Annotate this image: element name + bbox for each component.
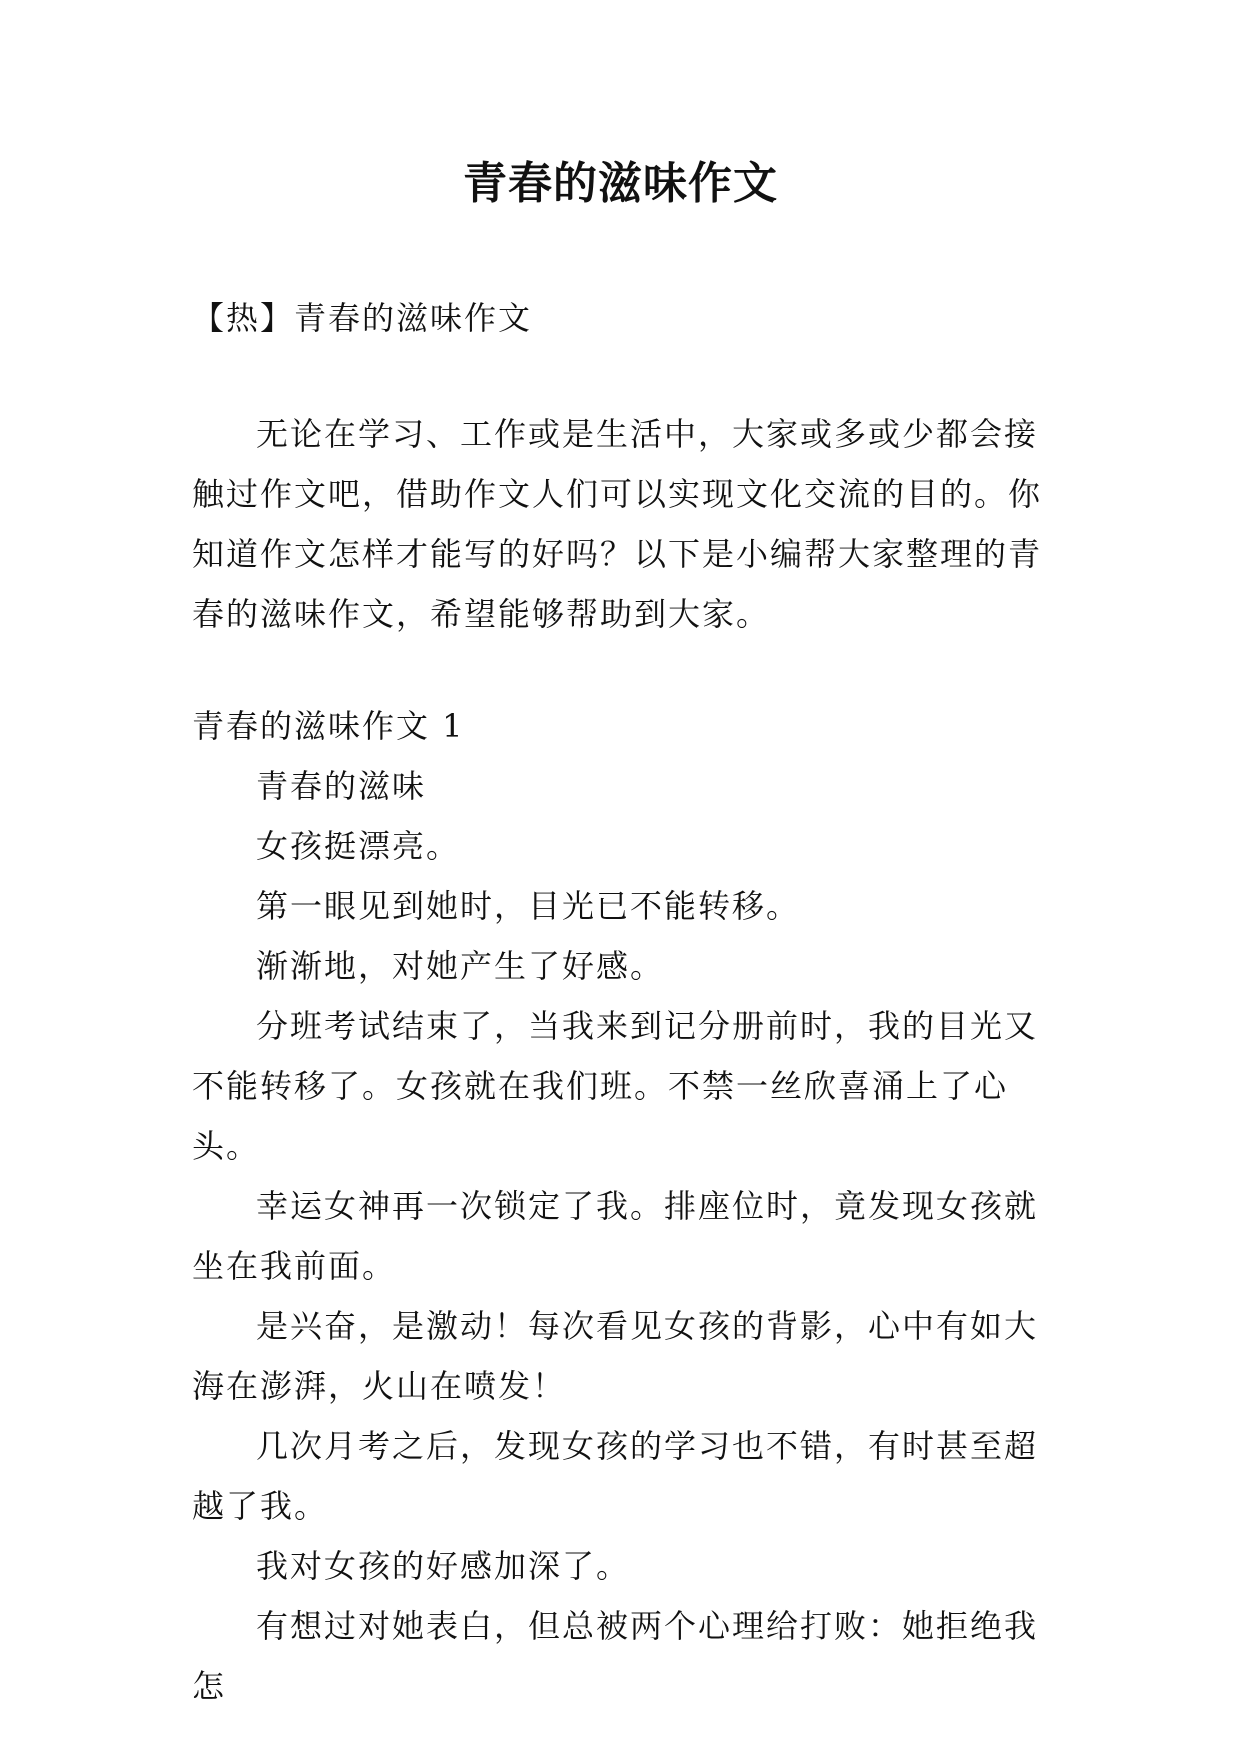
essay-paragraph: 幸运女神再一次锁定了我。排座位时，竟发现女孩就坐在我前面。 xyxy=(192,1187,1039,1285)
essay-paragraph: 几次月考之后，发现女孩的学习也不错，有时甚至超越了我。 xyxy=(192,1427,1039,1525)
essay-paragraph: 第一眼见到她时，目光已不能转移。 xyxy=(256,887,801,925)
essay-paragraph: 是兴奋，是激动！每次看见女孩的背影，心中有如大海在澎湃，火山在喷发！ xyxy=(192,1307,1039,1405)
essay-paragraph: 青春的滋味 xyxy=(256,767,427,805)
essay-paragraph: 渐渐地，对她产生了好感。 xyxy=(256,947,665,985)
essay-heading: 青春的滋味作文 1 xyxy=(192,707,465,745)
intro-section xyxy=(192,404,1060,644)
document-title: 青春的滋味作文 xyxy=(463,158,778,209)
essay-paragraph: 分班考试结束了，当我来到记分册前时，我的目光又不能转移了。女孩就在我们班。不禁一丝欣喜涌上了心头。 xyxy=(192,1007,1039,1165)
essay-paragraph: 有想过对她表白，但总被两个心理给打败：她拒绝我怎 xyxy=(192,1607,1039,1705)
essay-section xyxy=(192,696,1060,1716)
document-subtitle xyxy=(192,288,1060,348)
essay-paragraph: 女孩挺漂亮。 xyxy=(256,827,461,865)
essay-paragraph: 我对女孩的好感加深了。 xyxy=(256,1547,631,1585)
intro-paragraph: 无论在学习、工作或是生活中，大家或多或少都会接触过作文吧，借助作文人们可以实现文化交流的目的。你知道作文怎样才能写的好吗？以下是小编帮大家整理的青春的滋味作文，希望能够帮助到大家。 xyxy=(192,415,1043,633)
subtitle-text: 【热】青春的滋味作文 xyxy=(192,299,533,337)
